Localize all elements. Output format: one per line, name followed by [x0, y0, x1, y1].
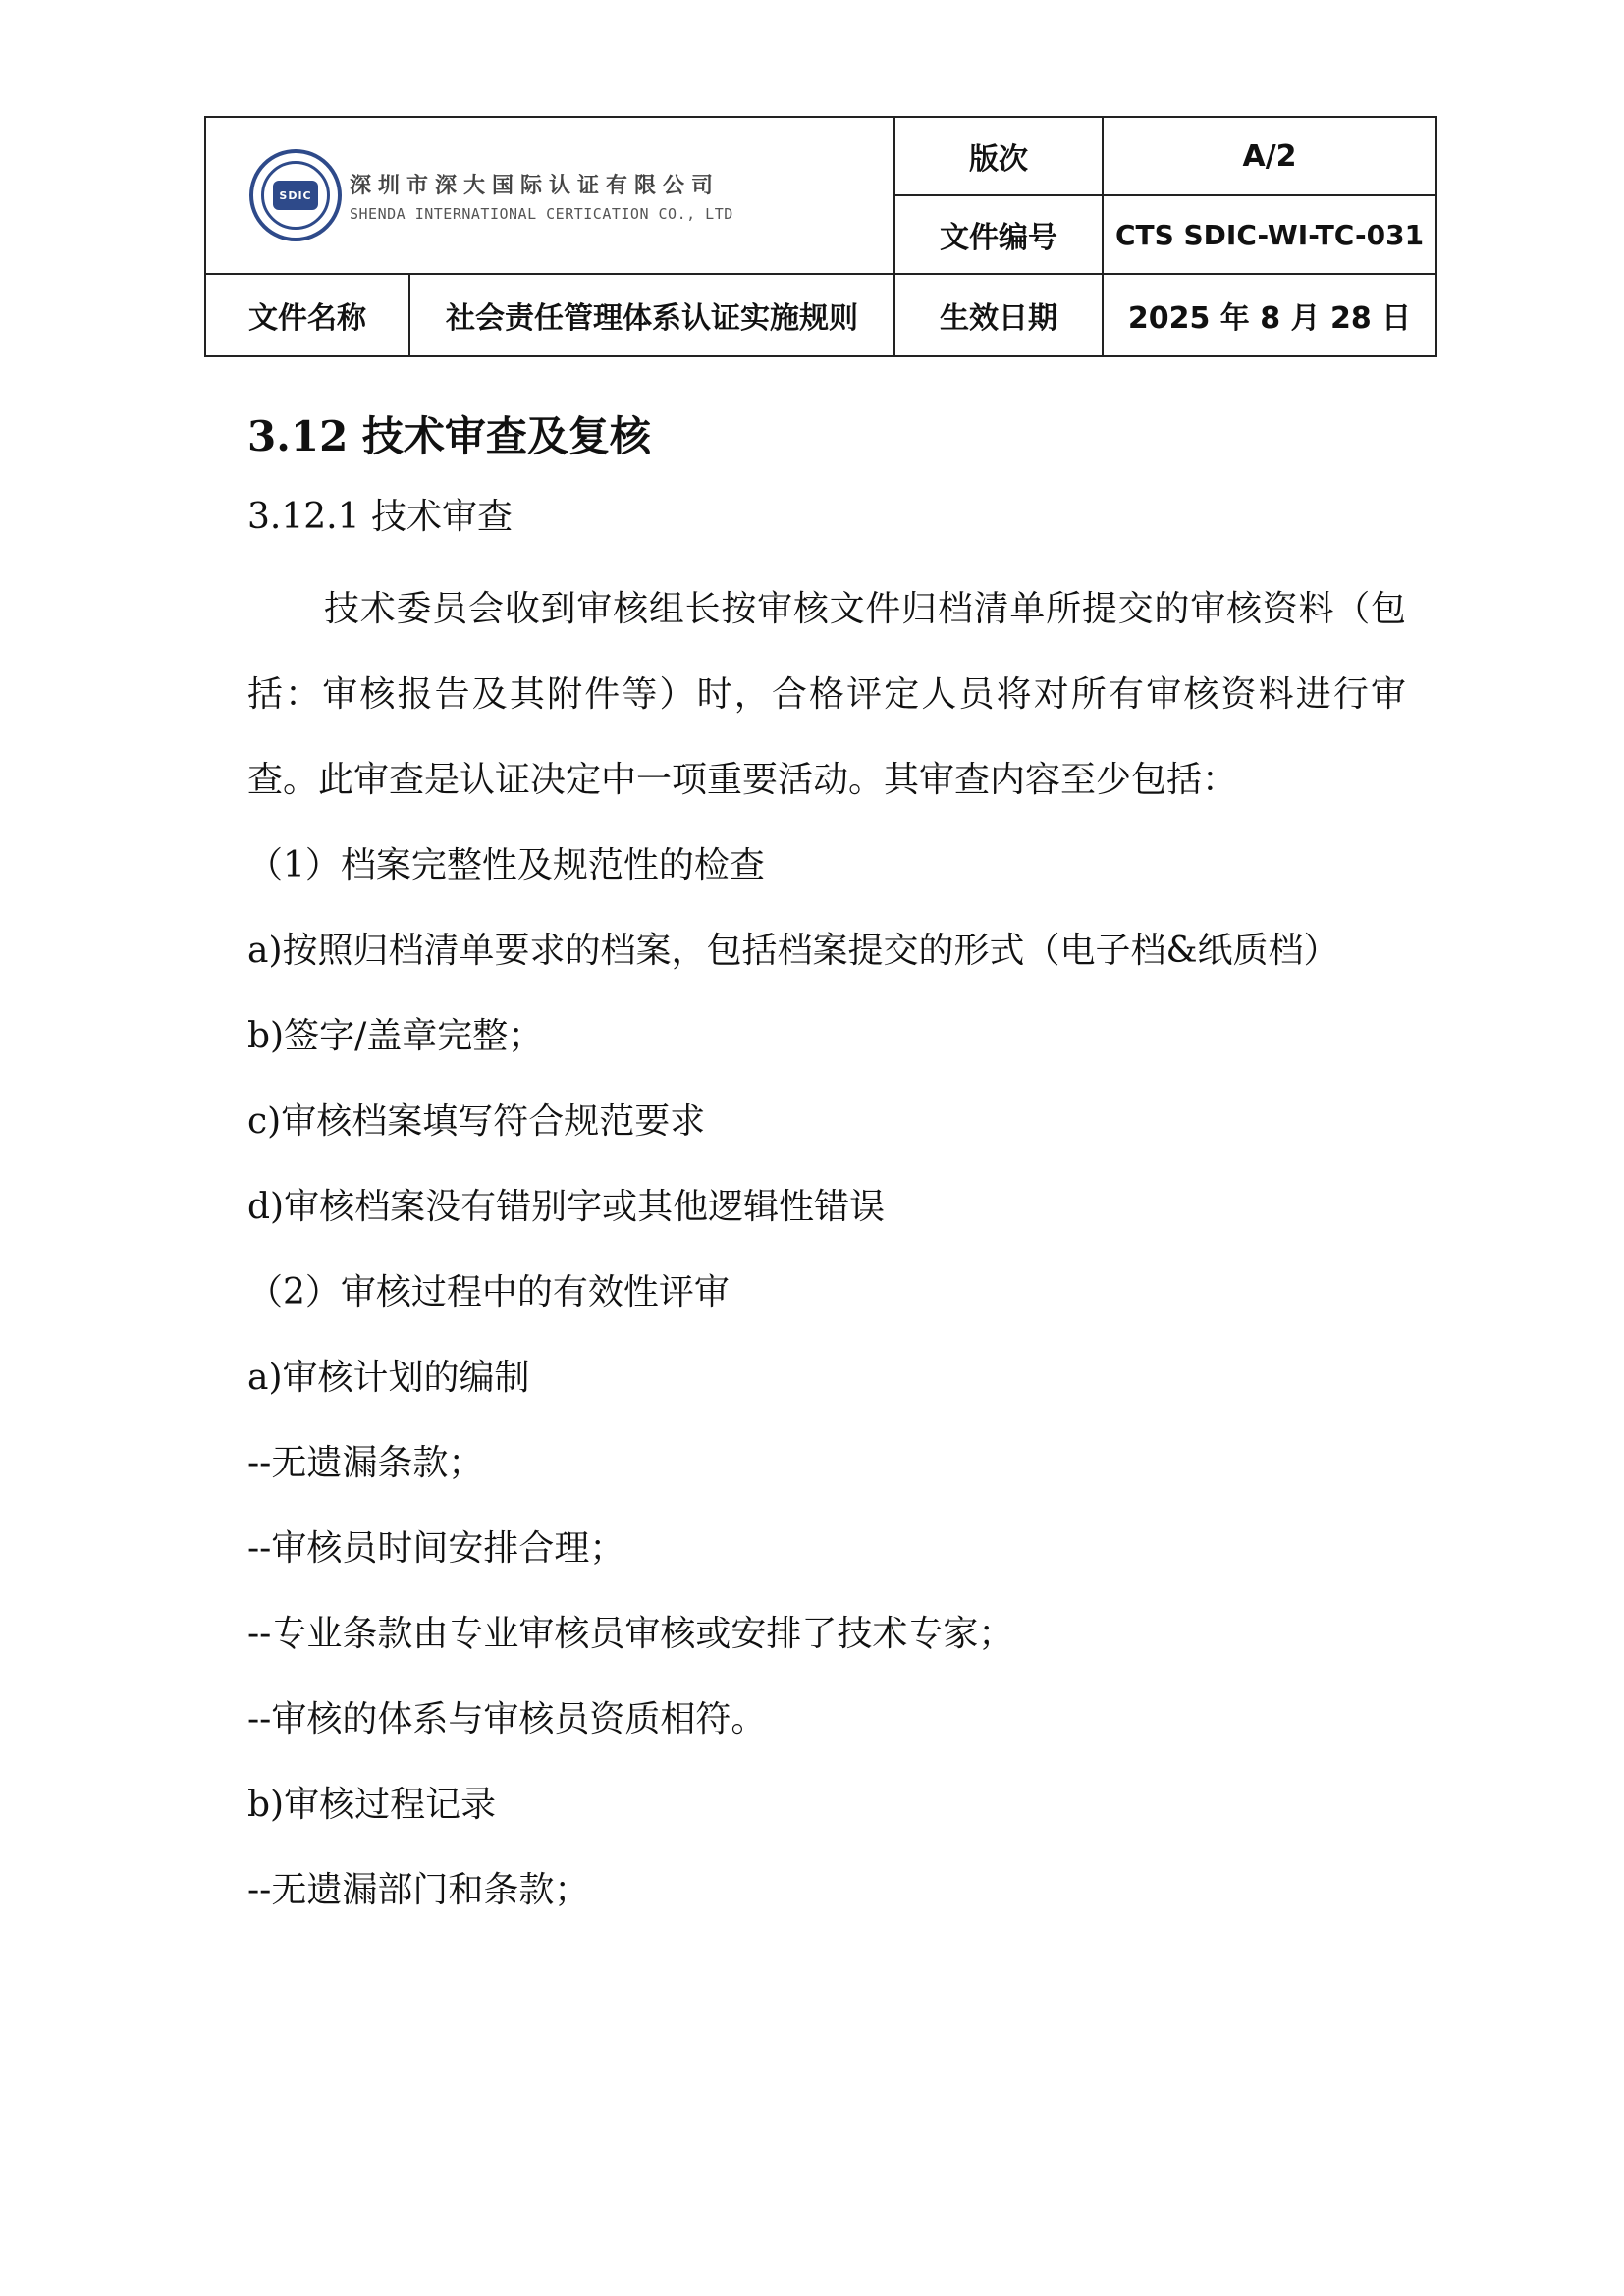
list-item: b)审核过程记录 [247, 1785, 497, 1826]
section-heading: 3.12 技术审查及复核 [247, 412, 651, 460]
company-name-en: SHENDA INTERNATIONAL CERTICATION CO., LTD [350, 204, 733, 223]
list-item: --无遗漏部门和条款； [247, 1870, 590, 1911]
company-seal-logo [249, 149, 342, 241]
company-name-cn: 深圳市深大国际认证有限公司 [350, 173, 721, 198]
subsection-heading: 3.12.1 技术审查 [247, 497, 513, 538]
list-item: c)审核档案填写符合规范要求 [247, 1101, 706, 1143]
effective-date-label: 生效日期 [894, 274, 1103, 356]
doc-name-label: 文件名称 [205, 274, 409, 356]
doc-number-label: 文件编号 [894, 195, 1103, 274]
list-item: a)审核计划的编制 [247, 1358, 530, 1399]
list-item: b)签字/盖章完整； [247, 1016, 544, 1057]
doc-number-value: CTS SDIC-WI-TC-031 [1103, 195, 1436, 274]
effective-date-value: 2025 年 8 月 28 日 [1103, 274, 1436, 356]
item-heading-1: （1）档案完整性及规范性的检查 [247, 845, 765, 886]
doc-name-value: 社会责任管理体系认证实施规则 [409, 274, 894, 356]
version-value: A/2 [1103, 117, 1436, 195]
item-heading-2: （2）审核过程中的有效性评审 [247, 1272, 730, 1313]
document-header-table [204, 116, 1437, 357]
list-item: --无遗漏条款； [247, 1443, 484, 1484]
document-body [247, 412, 1406, 1933]
body-paragraph: 技术委员会收到审核组长按审核文件归档清单所提交的审核资料（包括：审核报告及其附件等）时，合格评定人员将对所有审核资料进行审查。此审查是认证决定中一项重要活动。其审查内容至少包括： [247, 589, 1406, 801]
version-label: 版次 [894, 117, 1103, 195]
logo-abbreviation: SDIC [273, 181, 318, 210]
list-item: --专业条款由专业审核员审核或安排了技术专家； [247, 1614, 1014, 1655]
list-item: --审核员时间安排合理； [247, 1528, 625, 1570]
list-item: a)按照归档清单要求的档案，包括档案提交的形式（电子档&纸质档） [247, 931, 1339, 972]
list-item: d)审核档案没有错别字或其他逻辑性错误 [247, 1187, 886, 1228]
company-logo-cell [205, 117, 894, 274]
list-item: --审核的体系与审核员资质相符。 [247, 1699, 767, 1740]
